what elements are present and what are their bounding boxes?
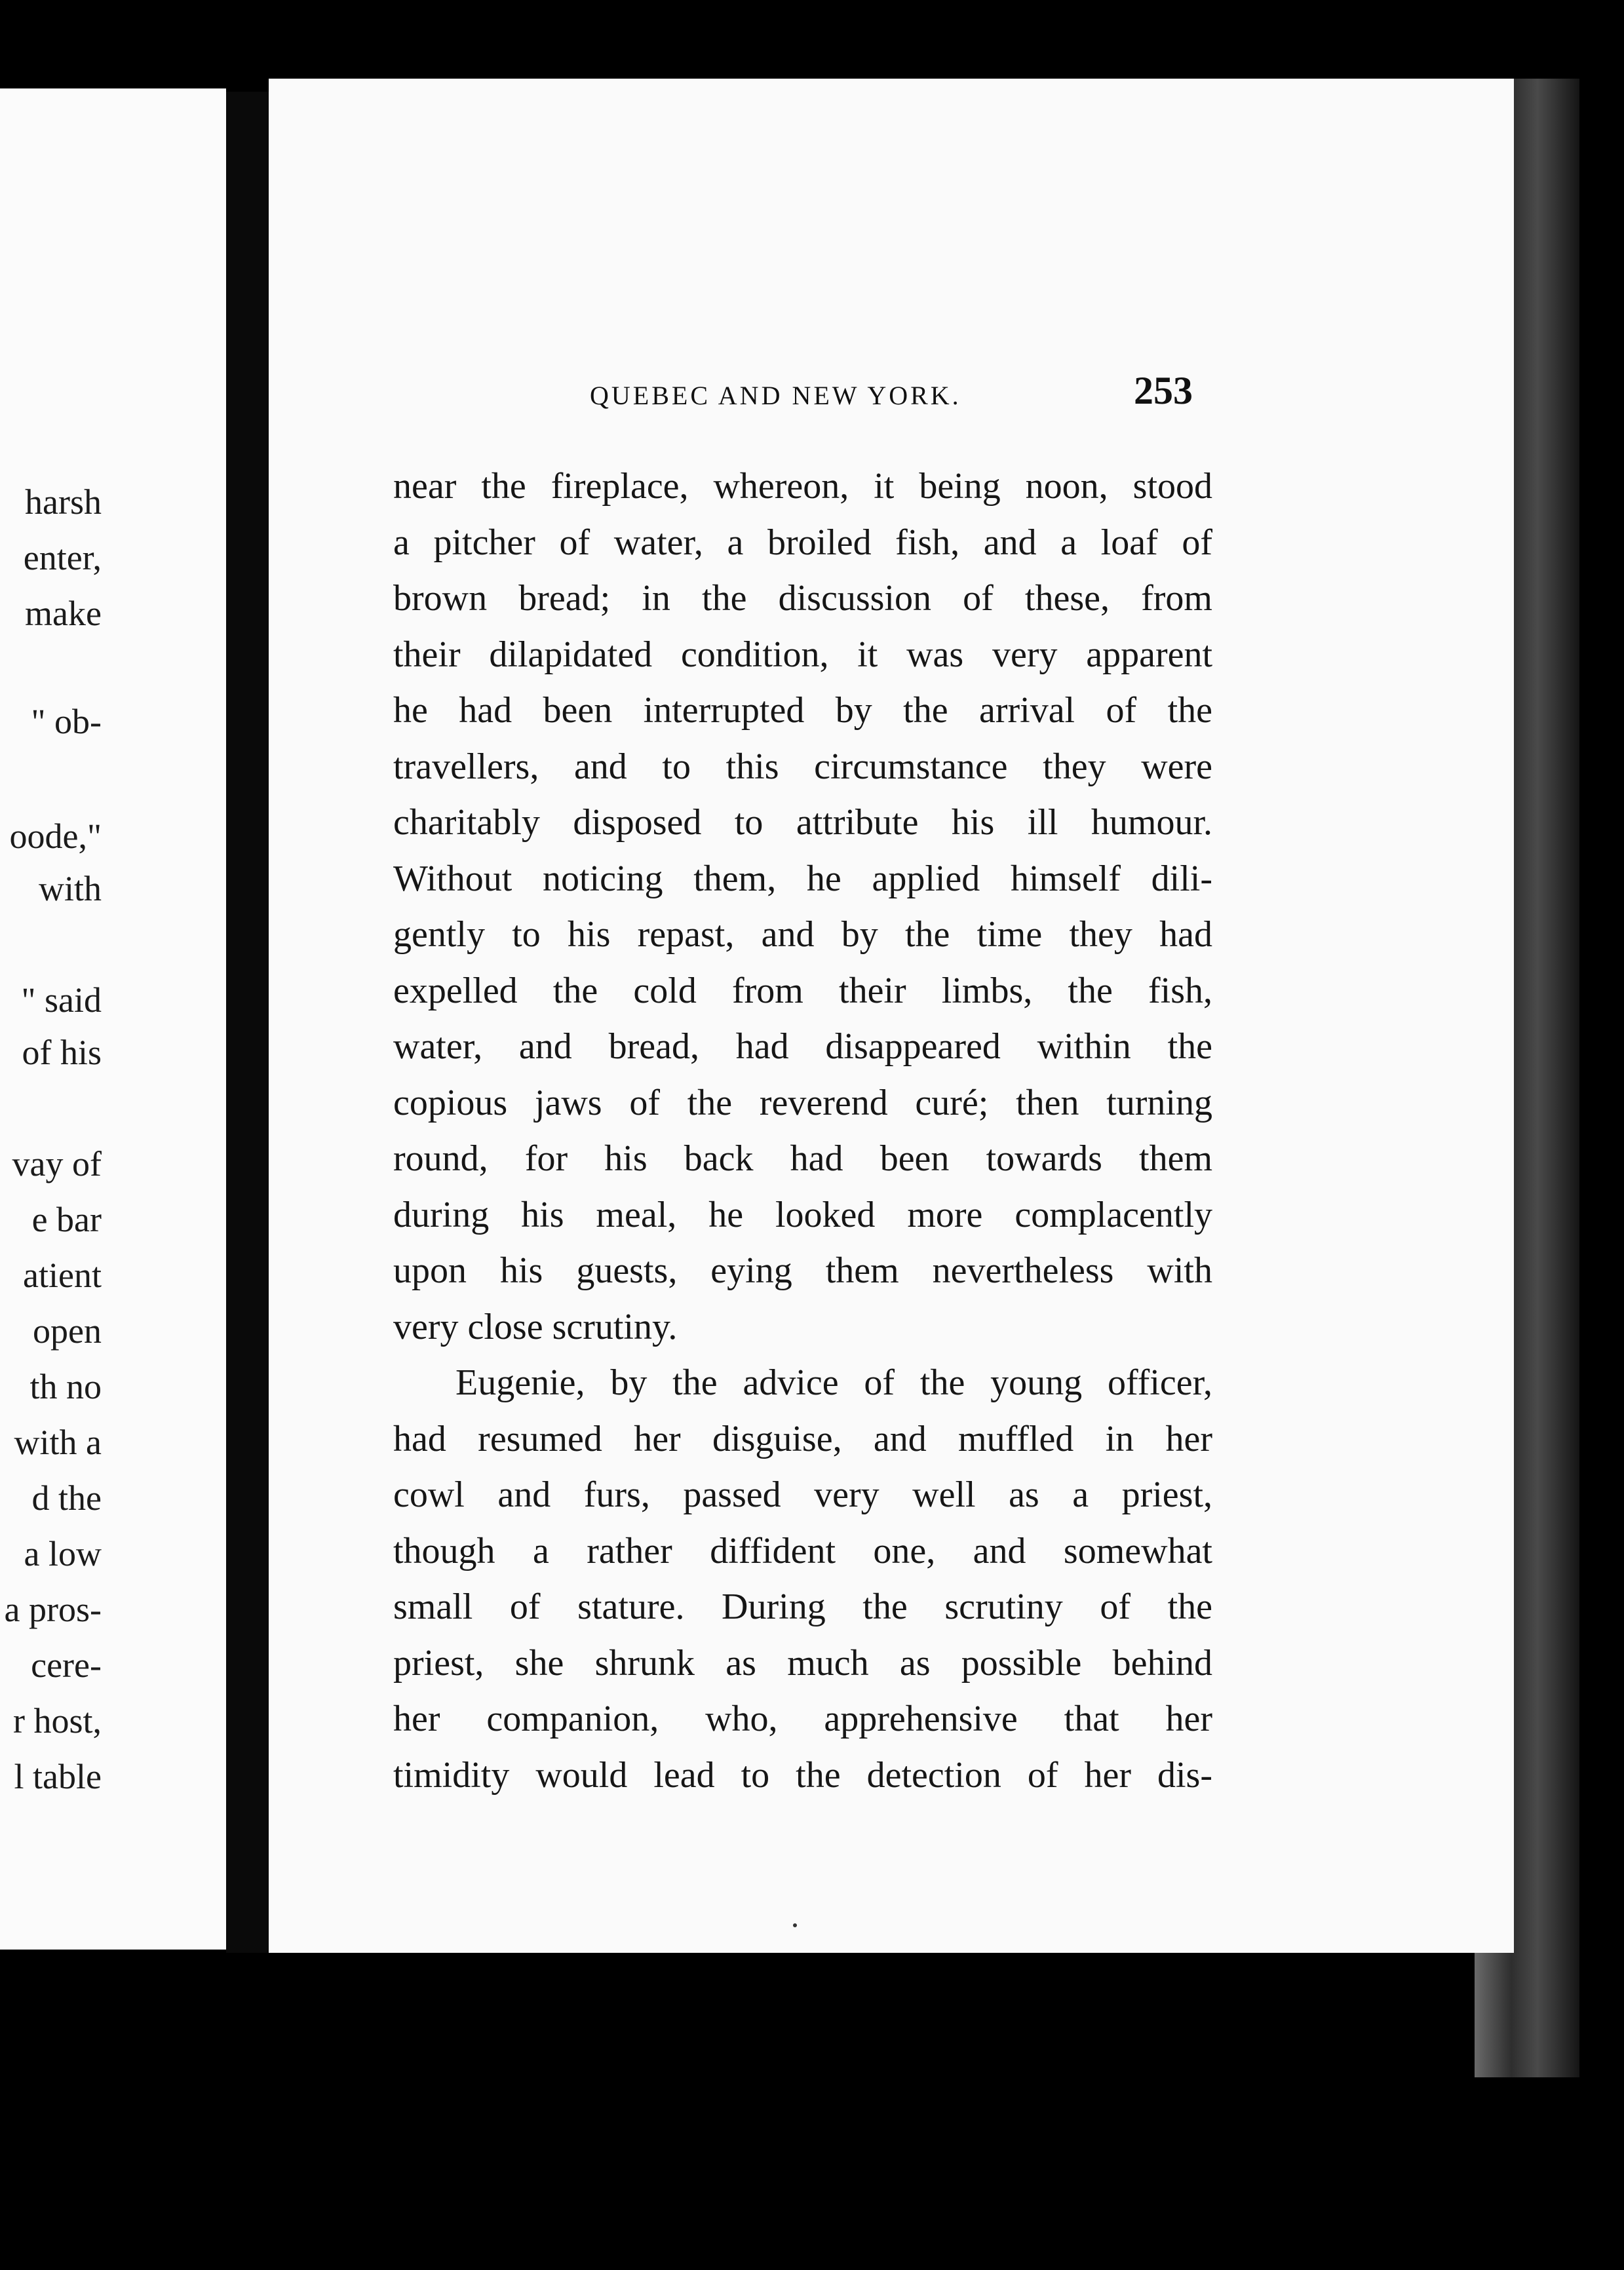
left-fragment: harsh <box>25 482 102 522</box>
left-fragment: cere- <box>31 1645 102 1685</box>
text-line: their dilapidated condition, it was very apparent <box>393 634 1212 675</box>
text-line: during his meal, he looked more complacently <box>393 1194 1212 1235</box>
text-line: very close scrutiny. <box>393 1306 678 1347</box>
text-line: travellers, and to this circumstance they were <box>393 746 1212 787</box>
text-line: water, and bread, had disappeared within the <box>393 1026 1212 1067</box>
text-line: cowl and furs, passed very well as a priest, <box>393 1474 1212 1515</box>
left-fragment: make <box>25 594 102 633</box>
text-line: gently to his repast, and by the time they had <box>393 914 1212 955</box>
text-line: upon his guests, eying them nevertheless with <box>393 1250 1212 1291</box>
text-line: though a rather diffident one, and somewhat <box>393 1530 1212 1571</box>
left-fragment: with <box>38 869 102 908</box>
left-fragment: th no <box>29 1367 102 1406</box>
text-line: priest, she shrunk as much as possible behind <box>393 1642 1212 1683</box>
text-line: her companion, who, apprehensive that her <box>393 1699 1212 1739</box>
text-line: near the fireplace, whereon, it being noon, stood <box>393 466 1212 507</box>
left-fragment: r host, <box>13 1701 102 1741</box>
left-fragment: " said <box>21 980 102 1020</box>
left-fragment: a low <box>24 1534 102 1573</box>
facing-page-left <box>0 88 226 1950</box>
left-fragment: l table <box>14 1757 102 1796</box>
running-head: QUEBEC AND NEW YORK. <box>590 381 961 410</box>
page-number: 253 <box>1134 369 1193 412</box>
text-line: timidity would lead to the detection of her dis- <box>393 1754 1212 1796</box>
left-fragment: vay of <box>12 1144 102 1183</box>
print-speck <box>793 1923 797 1927</box>
body-text <box>393 459 1212 1803</box>
left-fragment: e bar <box>31 1200 102 1239</box>
left-fragment: oode," <box>9 817 102 856</box>
text-line: a pitcher of water, a broiled fish, and a loaf of <box>393 522 1212 563</box>
left-fragment: of his <box>22 1033 102 1072</box>
left-fragment: " ob- <box>31 702 102 741</box>
text-line: Eugenie, by the advice of the young officer, <box>455 1362 1212 1403</box>
text-line: round, for his back had been towards them <box>393 1138 1212 1179</box>
left-fragment: open <box>33 1311 102 1351</box>
left-fragment: enter, <box>23 538 102 577</box>
text-line: expelled the cold from their limbs, the fish, <box>393 970 1212 1011</box>
text-line: he had been interrupted by the arrival of the <box>393 690 1212 731</box>
left-fragment: atient <box>23 1256 102 1295</box>
text-line: had resumed her disguise, and muffled in her <box>393 1418 1212 1459</box>
text-line: charitably disposed to attribute his ill humour. <box>393 802 1212 843</box>
left-fragment: a pros- <box>4 1590 102 1629</box>
left-fragment: with a <box>14 1423 102 1462</box>
text-line: brown bread; in the discussion of these, from <box>393 578 1212 619</box>
text-line: Without noticing them, he applied himself dili- <box>393 858 1212 899</box>
left-fragment: d the <box>31 1478 102 1518</box>
text-line: small of stature. During the scrutiny of the <box>393 1587 1212 1627</box>
text-line: copious jaws of the reverend curé; then turning <box>393 1082 1212 1123</box>
